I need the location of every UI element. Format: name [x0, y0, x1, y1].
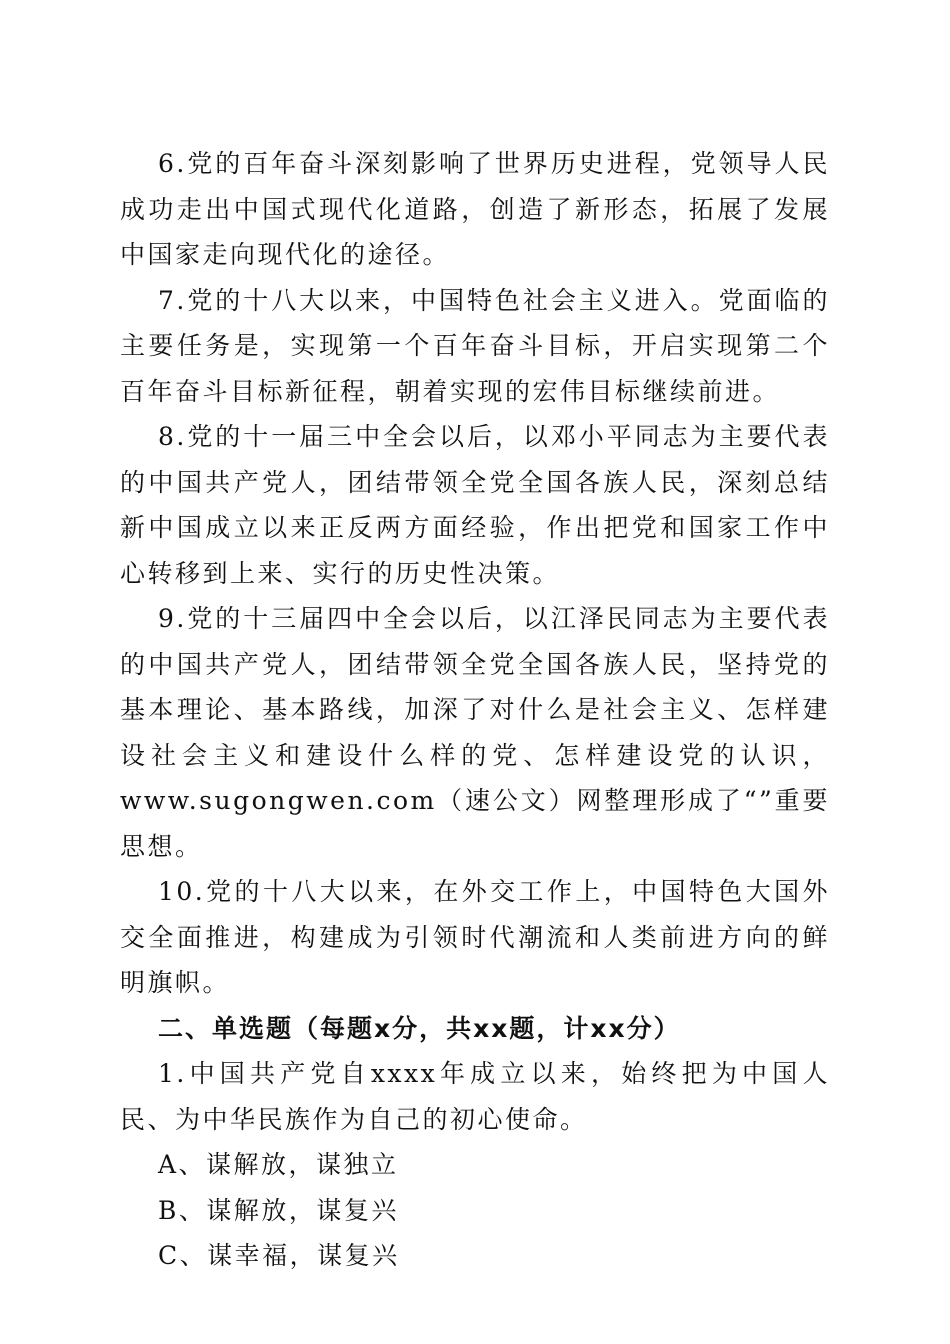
- option-b: B、谋解放，谋复兴: [158, 1195, 399, 1225]
- paragraph-8: 8.党的十一届三中全会以后，以邓小平同志为主要代表的中国共产党人，团结带领全党全国各族人民，深刻总结新中国成立以来正反两方面经验，作出把党和国家工作中心转移到上来、实行的历史性决策。: [120, 422, 830, 588]
- option-c: C、谋幸福，谋复兴: [158, 1241, 400, 1270]
- paragraph-7: 7.党的十八大以来，中国特色社会主义进入。党面临的主要任务是，实现第一个百年奋斗目标，开启实现第二个百年奋斗目标新征程，朝着实现的宏伟目标继续前进。: [120, 285, 830, 406]
- paragraph-10: 10.党的十八大以来，在外交工作上，中国特色大国外交全面推进，构建成为引领时代潮流和人类前进方向的鲜明旗帜。: [120, 877, 830, 997]
- question-1: 1.中国共产党自xxxx年成立以来，始终把为中国人民、为中华民族作为自己的初心使命。: [120, 1059, 830, 1134]
- paragraph-6: 6.党的百年奋斗深刻影响了世界历史进程，党领导人民成功走出中国式现代化道路，创造了新形态，拓展了发展中国家走向现代化的途径。: [120, 149, 830, 269]
- paragraph-9: 9.党的十三届四中全会以后，以江泽民同志为主要代表的中国共产党人，团结带领全党全国各族人民，坚持党的基本理论、基本路线，加深了对什么是社会主义、怎样建设社会主义和建设什么样的党、怎样建设党的认识，www.sugongwen.com（速公文）网整理形成了“”重要思想。: [120, 604, 830, 861]
- section-heading: 二、单选题（每题x分，共xx题，计xx分）: [158, 1013, 681, 1043]
- option-a: A、谋解放，谋独立: [158, 1150, 399, 1179]
- document-body: [120, 141, 830, 1279]
